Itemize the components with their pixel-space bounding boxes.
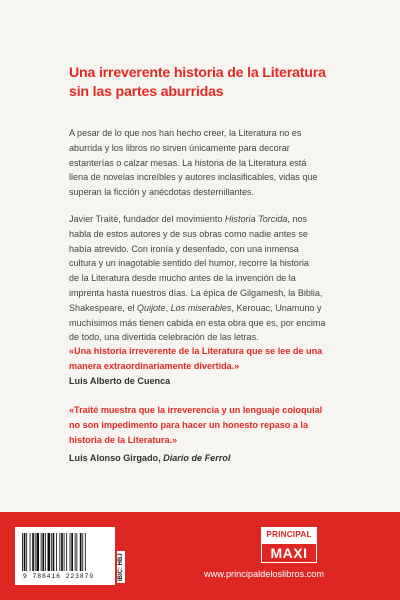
quote-line: «Traité muestra que la irreverencia y un lenguaje coloquial bbox=[69, 405, 323, 415]
text-line: muchísimos más tienen cabida en esta obra que es, por encima bbox=[69, 317, 326, 328]
barcode-bar bbox=[32, 533, 34, 571]
barcode-bar bbox=[76, 533, 77, 571]
logo-top-text: PRINCIPAL bbox=[266, 530, 312, 539]
barcode-bar bbox=[24, 533, 26, 571]
barcode-bar bbox=[64, 533, 65, 571]
barcode-bar bbox=[36, 533, 39, 571]
barcode-bar bbox=[80, 533, 82, 571]
barcode-bar bbox=[22, 533, 23, 571]
synopsis-paragraph-2 bbox=[69, 212, 339, 345]
italic-title: Quijote bbox=[136, 302, 166, 313]
italic-title: Los miserables bbox=[170, 302, 232, 313]
text-line: llena de novelas increíbles y autores inclasificables, vidas que bbox=[69, 172, 318, 183]
synopsis-paragraph-1 bbox=[69, 126, 339, 200]
text-fragment: , bbox=[165, 302, 171, 313]
barcode-bar bbox=[45, 533, 46, 571]
barcode-bar bbox=[56, 533, 57, 571]
isbn-number: 9 788416 223879 bbox=[23, 573, 95, 580]
text-fragment: , Kerouac, Unamuno y bbox=[231, 302, 322, 313]
barcode-bar bbox=[75, 533, 76, 571]
barcode-bar bbox=[41, 533, 42, 571]
barcode-bar bbox=[35, 533, 36, 571]
barcode-bar bbox=[30, 533, 31, 571]
text-line: estanterías o calzar mesas. La historia de la Literatura está bbox=[69, 157, 307, 168]
text-line bbox=[69, 301, 339, 316]
barcode-bar bbox=[48, 533, 51, 571]
text-line bbox=[69, 212, 339, 227]
quote-line: historia de la Literatura.» bbox=[69, 434, 178, 445]
barcode-bar bbox=[61, 533, 63, 571]
publication-name: Diario de Ferrol bbox=[163, 453, 231, 463]
text-line: cultura y un inagotable sentido del humor, recorre la historia bbox=[69, 258, 309, 269]
barcode-bar bbox=[66, 533, 67, 571]
ibic-code: IBIC: HBJ bbox=[118, 553, 124, 581]
publisher-url: www.principaldeloslibros.com bbox=[204, 569, 324, 579]
text-line: aburrida y los libros no sirven únicamente para decorar bbox=[69, 142, 290, 153]
barcode-bar bbox=[59, 533, 60, 571]
text-line: había atrevido. Con ironía y desenfado, con una inmensa bbox=[69, 243, 299, 254]
logo-bottom-text: MAXI bbox=[262, 544, 316, 562]
text-line: A pesar de lo que nos han hecho creer, la Literatura no es bbox=[69, 128, 302, 138]
review-quote-2 bbox=[69, 403, 344, 447]
author-name: Luis Alonso Girgado, bbox=[69, 453, 164, 463]
barcode-bar bbox=[85, 533, 86, 571]
italic-title: Historia Torcida bbox=[224, 214, 288, 224]
publisher-logo bbox=[261, 527, 317, 563]
quote-line: «Una historia irreverente de la Literatura que se lee de una bbox=[69, 346, 323, 356]
review-quote-1 bbox=[69, 344, 344, 374]
footer-band bbox=[0, 512, 400, 600]
quote-line: manera extraordinariamente divertida.» bbox=[69, 360, 240, 371]
barcode-bar bbox=[71, 533, 73, 571]
barcode-bar bbox=[26, 533, 27, 571]
text-line: de la Literatura desde mucho antes de la invención de la bbox=[69, 273, 296, 284]
text-line: imprenta hasta nuestros días. La épica de Gilgamesh, la Biblia, bbox=[69, 287, 323, 298]
barcode-bar bbox=[82, 533, 83, 571]
barcode-image bbox=[22, 533, 108, 573]
review-author-1: Luis Alberto de Cuenca bbox=[69, 376, 171, 386]
barcode-bar bbox=[51, 533, 52, 571]
text-line: de todo, una divertida celebración de las letras. bbox=[69, 332, 259, 343]
barcode-bar bbox=[42, 533, 44, 571]
text-fragment: Javier Traité, fundador del movimiento bbox=[69, 214, 225, 224]
text-line: habla de estos autores y de sus obras como nadie antes se bbox=[69, 228, 308, 239]
barcode-block bbox=[15, 527, 124, 585]
headline bbox=[69, 64, 349, 102]
barcode-bar bbox=[53, 533, 55, 571]
headline-line-1: Una irreverente historia de la Literatura bbox=[69, 65, 326, 81]
headline-line-2: sin las partes aburridas bbox=[69, 84, 224, 100]
text-fragment: Shakespeare, el bbox=[69, 302, 137, 313]
review-author-2 bbox=[69, 452, 230, 465]
quote-line: no son impedimento para hacer un honesto repaso a la bbox=[69, 419, 309, 430]
barcode-bar bbox=[70, 533, 71, 571]
text-line: superan la ficción y anécdotas desternillantes. bbox=[69, 187, 255, 198]
text-fragment: , nos bbox=[287, 214, 308, 224]
